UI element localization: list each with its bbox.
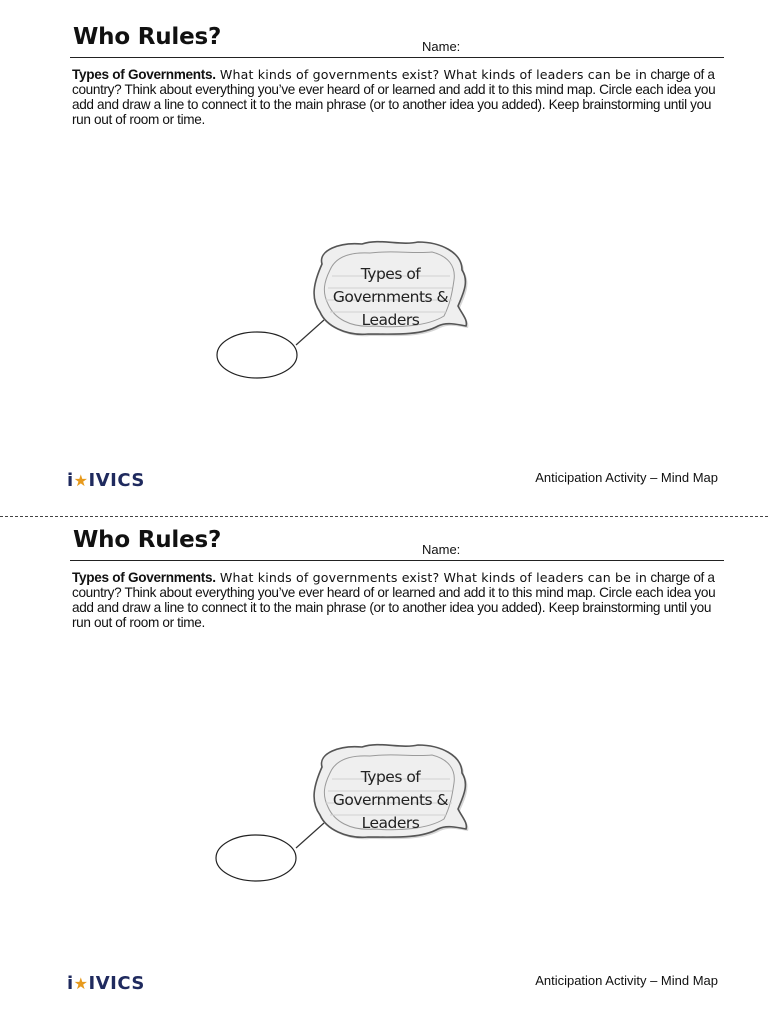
page-title: Who Rules? — [73, 24, 222, 50]
bubble-line: Leaders — [361, 814, 420, 832]
bubble-line: Governments & — [332, 288, 449, 306]
instructions-lead: Types of Governments. — [72, 67, 216, 82]
instructions-rest: charge of a country? Think about everything you’ve ever heard of or learned and add it to this mind map. Circle each idea you add and draw a line to connect it to the main phrase (or to another idea you added). Keep brainstorming until you run out of room or time. — [72, 67, 716, 127]
bubble-line: Governments & — [332, 791, 449, 809]
star-icon: ★ — [73, 471, 89, 490]
title-rule — [70, 560, 724, 561]
title-rule — [70, 57, 724, 58]
idea-circle — [216, 835, 296, 881]
instructions-rest: charge of a country? Think about everything you’ve ever heard of or learned and add it to this mind map. Circle each idea you add and draw a line to connect it to the main phrase (or to another idea you added). Keep brainstorming until you run out of room or time. — [72, 570, 716, 630]
bubble-line: Leaders — [361, 311, 420, 329]
bubble-line: Types of — [360, 265, 421, 283]
bubble-text — [313, 766, 468, 835]
instructions — [72, 67, 724, 127]
idea-circle — [217, 332, 297, 378]
instructions-lead: Types of Governments. — [72, 570, 216, 585]
footer-text: Anticipation Activity – Mind Map — [535, 973, 718, 988]
bubble-text — [313, 263, 468, 332]
name-label: Name: — [422, 39, 461, 54]
bubble-line: Types of — [360, 768, 421, 786]
star-icon: ★ — [73, 974, 89, 993]
name-label: Name: — [422, 542, 461, 557]
icivics-logo: i★IVICS — [67, 470, 145, 491]
icivics-logo: i★IVICS — [67, 973, 145, 994]
page-title: Who Rules? — [73, 527, 222, 553]
worksheet-bottom — [0, 503, 768, 1005]
instructions-question: What kinds of governments exist? What kinds of leaders can be in — [215, 570, 647, 585]
worksheet-top — [0, 0, 768, 502]
instructions-question: What kinds of governments exist? What kinds of leaders can be in — [215, 67, 647, 82]
instructions — [72, 570, 724, 630]
footer-text: Anticipation Activity – Mind Map — [535, 470, 718, 485]
